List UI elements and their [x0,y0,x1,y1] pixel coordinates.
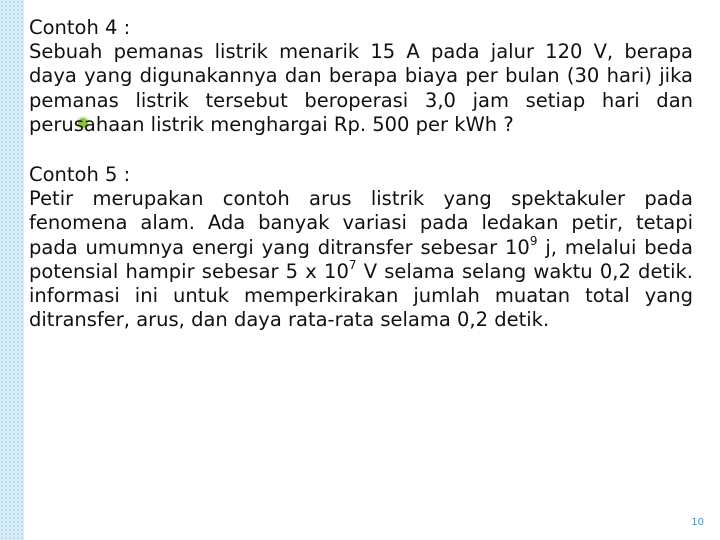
left-decorative-band [0,0,24,540]
example-5-text-part2: j, melalui beda potensial hampir sebesar 5 x 10 [29,235,694,283]
exponent-9: 9 [529,234,538,249]
example-5-text [29,187,693,332]
example-5-heading: Contoh 5 : [29,163,131,187]
paragraph-gap [29,137,693,163]
example-5-text-part3: V selama selang waktu 0,2 detik. informasi ini untuk memperkirakan jumlah muatan total yang ditransfer, arus, dan daya rata-rata selama 0,2 detik. [29,259,693,332]
slide-content [29,16,693,332]
example-5-text-part1: Petir merupakan contoh arus listrik yang spektakuler pada fenomena alam. Ada banyak variasi pada ledakan petir, tetapi pada umumnya energi yang ditransfer sebesar 10 [29,187,693,259]
exponent-7: 7 [348,258,357,273]
example-4-heading: Contoh 4 : [29,16,131,39]
example-4-text: Sebuah pemanas listrik menarik 15 A pada jalur 120 V, berapa daya yang digunakannya dan berapa biaya per bulan (30 hari) jika pemanas listrik tersebut beroperasi 3,0 jam setiap hari dan perusahaan listrik menghargai Rp. 500 per kWh ? [29,40,693,136]
page-number: 10 [691,517,704,528]
